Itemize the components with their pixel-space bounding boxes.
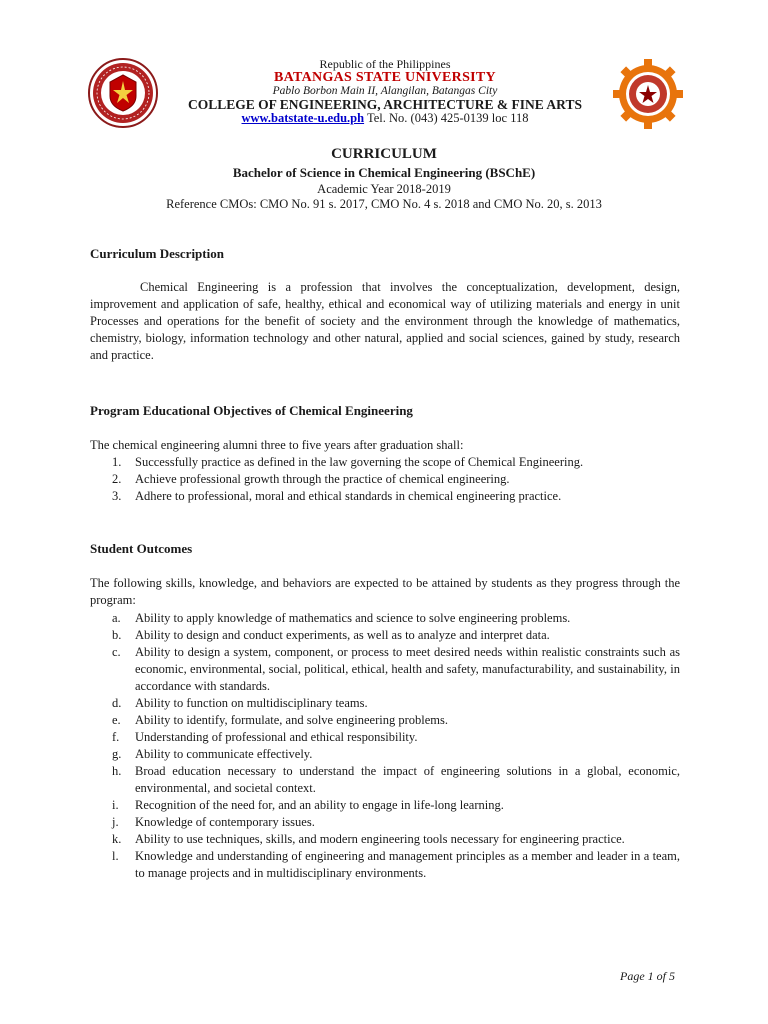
list-item (90, 712, 680, 729)
header-address: Pablo Borbon Main II, Alangilan, Batangas City (272, 85, 498, 97)
list-marker: d. (112, 696, 122, 710)
list-marker: k. (112, 832, 122, 846)
objectives-heading: Program Educational Objectives of Chemical Engineering (90, 403, 413, 418)
list-item-text: Broad education necessary to understand the impact of engineering solutions in a global, economic, environmental, and societal context. (135, 764, 680, 795)
list-item-text: Ability to design and conduct experiments, as well as to analyze and interpret data. (135, 628, 550, 642)
list-item-text: Ability to identify, formulate, and solve engineering problems. (135, 713, 449, 727)
curriculum-description-heading: Curriculum Description (90, 246, 224, 261)
academic-year: Academic Year 2018-2019 (317, 182, 451, 196)
list-item-text: Ability to apply knowledge of mathematics and science to solve engineering problems. (135, 611, 571, 625)
program-title: Bachelor of Science in Chemical Engineering (BSChE) (232, 165, 536, 180)
list-item-text: Ability to design a system, component, or process to meet desired needs within realistic constraints such as economic, environmental, social, political, ethical, health and safety, manufacturability, and sustainability, in accordance with standards. (135, 645, 680, 693)
list-marker: c. (112, 645, 121, 659)
outcomes-intro: The following skills, knowledge, and behaviors are expected to be attained by students as they progress through the program: (90, 576, 680, 607)
list-item (90, 746, 680, 763)
list-item-text: Successfully practice as defined in the law governing the scope of Chemical Engineering. (135, 455, 584, 469)
list-marker: f. (112, 730, 120, 744)
list-marker: g. (112, 747, 122, 761)
outcomes-list (90, 610, 680, 882)
outcomes-heading: Student Outcomes (90, 541, 193, 556)
list-marker: l. (112, 849, 119, 863)
header-university-name: BATANGAS STATE UNIVERSITY (274, 70, 496, 85)
list-item (90, 729, 680, 746)
list-item-text: Adhere to professional, moral and ethical standards in chemical engineering practice. (135, 489, 562, 503)
list-item (90, 848, 680, 882)
reference-cmos: Reference CMOs: CMO No. 91 s. 2017, CMO No. 4 s. 2018 and CMO No. 20, s. 2013 (166, 197, 602, 211)
list-item (90, 471, 680, 488)
list-marker: h. (112, 764, 122, 778)
list-item (90, 814, 680, 831)
list-item (90, 763, 680, 797)
list-item-text: Ability to function on multidisciplinary teams. (135, 696, 368, 710)
list-item (90, 488, 680, 505)
objectives-list (90, 454, 680, 505)
gear-seal-icon (612, 58, 684, 130)
list-item-text: Knowledge of contemporary issues. (135, 815, 315, 829)
list-item-text: Knowledge and understanding of engineering and management principles as a member and leader in a team, to manage projects and in multidisciplinary environments. (135, 849, 680, 880)
curriculum-description-text: Chemical Engineering is a profession that involves the conceptualization, development, design, improvement and application of safe, healthy, ethical and economical way of utilizing materials and energy in unit Processes and operations for the benefit of society and the environment through the knowledge of mathematics, chemistry, biology, information technology and other natural, applied and social sciences, gained by study, research and practice. (90, 280, 680, 362)
list-item (90, 627, 680, 644)
list-item-text: Achieve professional growth through the practice of chemical engineering. (135, 472, 510, 486)
list-item-text: Ability to use techniques, skills, and modern engineering tools necessary for engineering practice. (135, 832, 625, 846)
curriculum-title: CURRICULUM (331, 146, 437, 162)
list-item (90, 644, 680, 695)
list-marker: b. (112, 628, 122, 642)
objectives-intro: The chemical engineering alumni three to five years after graduation shall: (90, 438, 464, 452)
header-republic: Republic of the Philippines (319, 57, 451, 71)
list-item (90, 831, 680, 848)
website-link[interactable]: www.batstate-u.edu.ph (241, 111, 365, 125)
list-item (90, 797, 680, 814)
list-item (90, 454, 680, 471)
list-marker: i. (112, 798, 119, 812)
university-seal-icon (88, 58, 158, 128)
page-number: Page 1 of 5 (620, 969, 675, 983)
list-marker: 2. (112, 472, 122, 486)
list-item-text: Recognition of the need for, and an ability to engage in life-long learning. (135, 798, 504, 812)
list-item (90, 610, 680, 627)
list-item (90, 695, 680, 712)
list-marker: e. (112, 713, 121, 727)
header-college-name: COLLEGE OF ENGINEERING, ARCHITECTURE & FINE ARTS (188, 97, 582, 112)
header-contact (160, 111, 610, 126)
list-marker: j. (112, 815, 119, 829)
list-item-text: Ability to communicate effectively. (135, 747, 313, 761)
list-marker: 3. (112, 489, 122, 503)
header-telephone: Tel. No. (043) 425-0139 loc 118 (364, 111, 529, 125)
list-item-text: Understanding of professional and ethical responsibility. (135, 730, 418, 744)
list-marker: 1. (112, 455, 122, 469)
list-marker: a. (112, 611, 121, 625)
